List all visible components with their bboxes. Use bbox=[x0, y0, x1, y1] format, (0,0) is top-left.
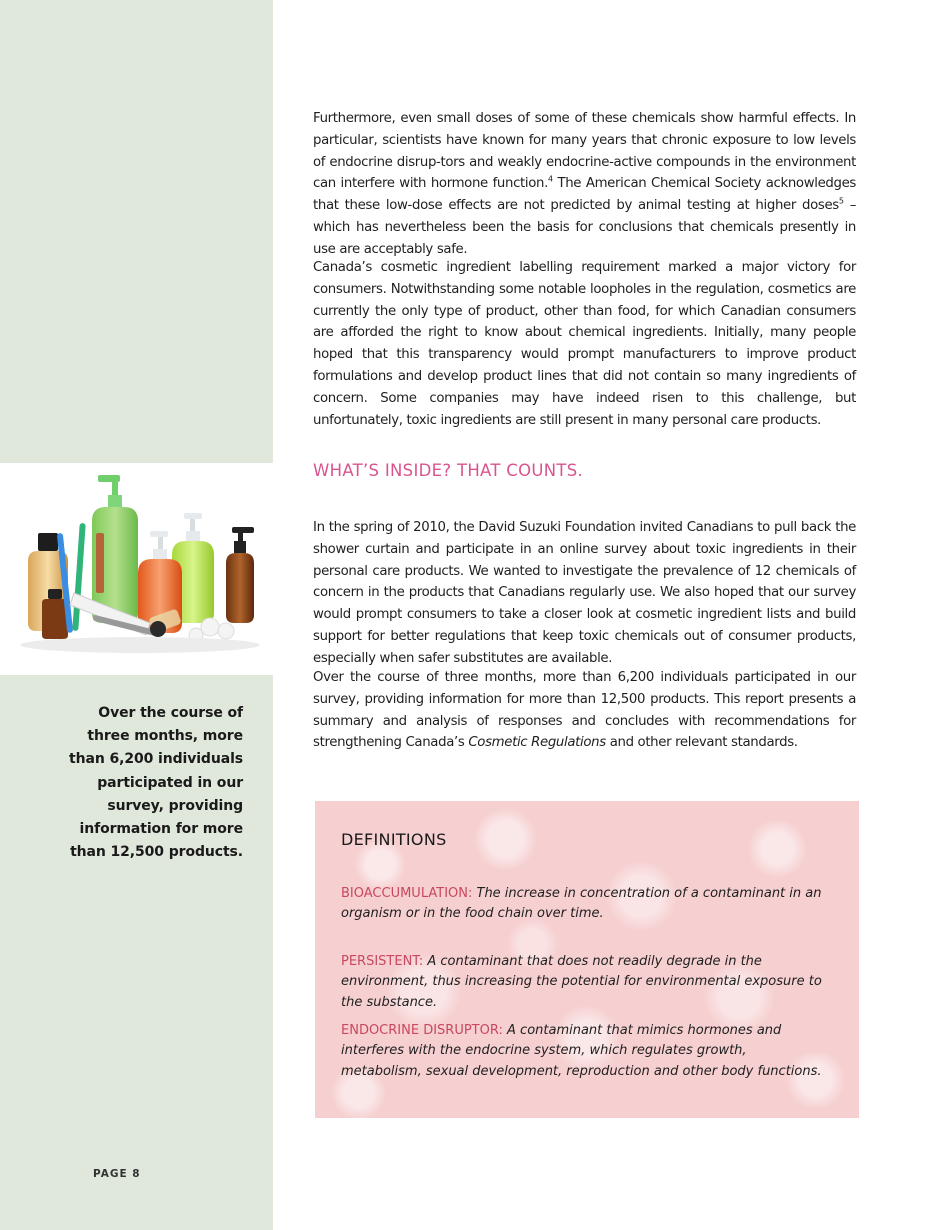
page-number: PAGE 8 bbox=[93, 1168, 141, 1180]
paragraph-labelling-requirement: Canada’s cosmetic ingredient labelling requirement marked a major victory for consumers. Notwithstanding some notable loopholes in the regulation, cosmetics are currently the only type of product, other than food, for which Canadian consumers are afforded the right to know about chemical ingredients. Initially, many people hoped that this transparency would prompt manufacturers to improve product formulations and develop product lines that did not contain so many ingredients of concern. Some companies may have indeed risen to this challenge, but unfortunately, toxic ingredients are still present in many personal care products. bbox=[313, 260, 856, 428]
section-heading: WHAT’S INSIDE? THAT COUNTS. bbox=[313, 461, 584, 480]
paragraph-survey-intro: In the spring of 2010, the David Suzuki Foundation invited Canadians to pull back the shower curtain and participate in an online survey about toxic ingredients in their personal care products. We wanted to investigate the prevalence of 12 chemicals of concern in the products that Canadians regularly use. We also hoped that our survey would prompt consumers to take a closer look at cosmetic ingredient lists and build support for better regulations that keep toxic chemicals out of consumer products, especially when safer substitutes are available. bbox=[313, 520, 856, 666]
bottles-illustration bbox=[0, 463, 273, 675]
footnote-ref-5: 5 bbox=[838, 196, 844, 206]
definition-persistent: PERSISTENT: A contaminant that does not readily degrade in the environment, thus increasing the potential for environmental exposure to the substance. bbox=[341, 954, 822, 1010]
definition-bioaccumulation: BIOACCUMULATION: The increase in concentration of a contaminant in an organism or in the food chain over time. bbox=[341, 886, 822, 922]
paragraph-low-dose-effects: Furthermore, even small doses of some of these chemicals show harmful effects. In particular, scientists have known for many years that chronic exposure to low levels of endocrine disrup-tors and weakly endocrine-active compounds in the environment can interfere with hormone function.$^4$ The American Chemical Society acknowledges that these low-dose effects are not predicted by animal testing at higher doses$^5$ – which has nevertheless been the basis for conclusions that chemicals presently in use are acceptably safe. bbox=[313, 111, 856, 257]
definitions-title: DEFINITIONS bbox=[341, 830, 447, 849]
definitions-box bbox=[315, 801, 859, 1118]
definition-endocrine-disruptor: ENDOCRINE DISRUPTOR: A contaminant that mimics hormones and interferes with the endocrine system, which regulates growth, metabolism, sexual development, reproduction and other body functions. bbox=[341, 1023, 822, 1079]
footnote-ref-4: 4 bbox=[547, 174, 553, 184]
pull-quote: Over the course of three months, more than 6,200 individuals participated in our survey, providing information for more than 12,500 products. bbox=[69, 705, 243, 861]
paragraph-survey-results: Over the course of three months, more than 6,200 individuals participated in our survey, providing information for more than 12,500 products. This report presents a summary and analysis of responses and concludes with recommendations for strengthening Canada’s Cosmetic Regulations and other relevant standards. bbox=[313, 670, 856, 751]
personal-care-products-photo bbox=[0, 463, 273, 675]
